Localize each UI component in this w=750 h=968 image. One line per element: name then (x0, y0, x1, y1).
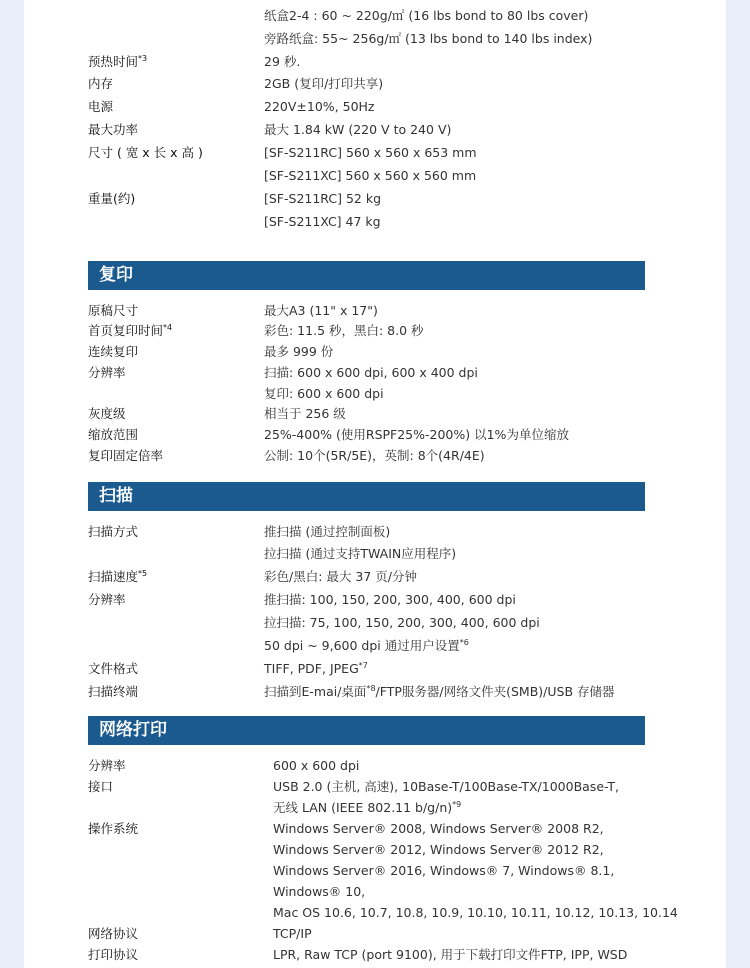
spec-value: 25%-400% (使用RSPF25%-200%) 以1%为单位缩放 (264, 427, 569, 442)
spec-value: Windows Server® 2012, Windows Server® 2012 R2, (273, 842, 604, 857)
spec-row (0, 404, 750, 424)
spec-row (0, 945, 750, 965)
spec-value: 彩色: 11.5 秒，黑白: 8.0 秒 (264, 323, 424, 338)
spec-row (0, 363, 750, 383)
spec-label: 尺寸 ( 宽 x 长 x 高 ) (88, 145, 203, 160)
spec-value: 600 x 600 dpi (273, 758, 360, 773)
spec-row (0, 613, 750, 633)
spec-value: 公制: 10个(5R/5E)，英制: 8个(4R/4E) (264, 448, 485, 463)
spec-label: 灰度级 (88, 406, 126, 421)
spec-row (0, 567, 750, 587)
spec-row (0, 840, 750, 860)
spec-label: 重量(约) (88, 191, 136, 206)
spec-row (0, 189, 750, 209)
section-header-scan (88, 482, 645, 511)
spec-label: 原稿尺寸 (88, 303, 139, 318)
spec-row (0, 903, 750, 923)
spec-label: 分辨率 (88, 758, 126, 773)
spec-value: 彩色/黑白: 最大 37 页/分钟 (264, 569, 417, 584)
spec-row (0, 120, 750, 140)
spec-value: 最大A3 (11" x 17") (264, 303, 378, 318)
spec-row (0, 544, 750, 564)
spec-row (0, 819, 750, 839)
spec-value: Mac OS 10.6, 10.7, 10.8, 10.9, 10.10, 10.11, 10.12, 10.13, 10.14 (273, 905, 678, 920)
footnote-marker: *5 (138, 568, 148, 578)
footnote-marker: *7 (358, 660, 368, 670)
spec-value: 最大 1.84 kW (220 V to 240 V) (264, 122, 452, 137)
spec-label: 分辨率 (88, 365, 126, 380)
spec-value: Windows Server® 2008, Windows Server® 2008 R2, (273, 821, 604, 836)
spec-value: Windows Server® 2016, Windows® 7, Windows® 8.1, (273, 863, 615, 878)
spec-value: 29 秒. (264, 54, 301, 69)
spec-value: TIFF, PDF, JPEG$^{*7}$ (264, 660, 368, 676)
spec-row (0, 882, 750, 902)
section-header-copy (88, 261, 645, 290)
spec-row (0, 659, 750, 679)
spec-label: 扫描速度$^{*5}$ (88, 568, 148, 584)
footnote-marker: *4 (163, 322, 173, 332)
spec-label: 预热时间$^{*3}$ (88, 53, 148, 69)
spec-value: TCP/IP (273, 926, 312, 941)
section-header-network-print (88, 716, 645, 745)
spec-row (0, 425, 750, 445)
spec-row (0, 756, 750, 776)
spec-value: [SF-S211XC] 47 kg (264, 214, 381, 229)
spec-value: 扫描: 600 x 600 dpi, 600 x 400 dpi (264, 365, 478, 380)
spec-value: Windows® 10, (273, 884, 366, 899)
spec-label: 首页复印时间$^{*4}$ (88, 322, 173, 338)
spec-row (0, 777, 750, 797)
spec-row (0, 342, 750, 362)
spec-value: [SF-S211XC] 560 x 560 x 560 mm (264, 168, 477, 183)
spec-value: USB 2.0 (主机, 高速), 10Base-T/100Base-TX/1000Base-T, (273, 779, 619, 794)
spec-label: 内存 (88, 76, 114, 91)
section-title: 扫描 (99, 486, 133, 506)
spec-value: [SF-S211RC] 560 x 560 x 653 mm (264, 145, 477, 160)
spec-value: 纸盒2-4 : 60 ~ 220g/㎡ (16 lbs bond to 80 lbs cover) (264, 8, 589, 23)
spec-row (0, 6, 750, 26)
spec-value: LPR, Raw TCP (port 9100), 用于下载打印文件FTP, IPP, WSD (273, 947, 628, 962)
spec-value: 复印: 600 x 600 dpi (264, 386, 384, 401)
spec-value: 推扫描 (通过控制面板) (264, 524, 391, 539)
spec-row (0, 924, 750, 944)
spec-value: 最多 999 份 (264, 344, 334, 359)
footnote-marker: *3 (138, 53, 148, 63)
spec-row (0, 143, 750, 163)
spec-row (0, 74, 750, 94)
spec-row (0, 384, 750, 404)
spec-value: 拉扫描 (通过支持TWAIN应用程序) (264, 546, 457, 561)
spec-row (0, 97, 750, 117)
footnote-marker: *8 (366, 683, 376, 693)
spec-label: 电源 (88, 99, 114, 114)
section-title: 复印 (99, 265, 133, 285)
spec-row (0, 446, 750, 466)
spec-row (0, 798, 750, 818)
spec-row (0, 52, 750, 72)
spec-row (0, 590, 750, 610)
spec-value: 220V±10%, 50Hz (264, 99, 375, 114)
spec-row (0, 301, 750, 321)
spec-label: 网络协议 (88, 926, 139, 941)
spec-value: 推扫描: 100, 150, 200, 300, 400, 600 dpi (264, 592, 516, 607)
spec-row (0, 212, 750, 232)
spec-label: 连续复印 (88, 344, 139, 359)
spec-label: 操作系统 (88, 821, 139, 836)
spec-row (0, 321, 750, 341)
spec-value: 2GB (复印/打印共享) (264, 76, 384, 91)
spec-label: 缩放范围 (88, 427, 139, 442)
spec-value: 拉扫描: 75, 100, 150, 200, 300, 400, 600 dpi (264, 615, 540, 630)
spec-value: [SF-S211RC] 52 kg (264, 191, 381, 206)
spec-label: 最大功率 (88, 122, 139, 137)
spec-value: 旁路纸盒: 55~ 256g/㎡ (13 lbs bond to 140 lbs index) (264, 31, 593, 46)
spec-label: 接口 (88, 779, 114, 794)
spec-row (0, 29, 750, 49)
spec-row (0, 861, 750, 881)
spec-value: 50 dpi ~ 9,600 dpi 通过用户设置$^{*6}$ (264, 637, 469, 653)
spec-value: 相当于 256 级 (264, 406, 346, 421)
spec-label: 扫描方式 (88, 524, 139, 539)
footnote-marker: *6 (459, 637, 469, 647)
spec-label: 分辨率 (88, 592, 126, 607)
spec-label: 文件格式 (88, 661, 139, 676)
section-title: 网络打印 (99, 720, 167, 740)
spec-label: 打印协议 (88, 947, 139, 962)
spec-row (0, 166, 750, 186)
spec-row (0, 522, 750, 542)
spec-row (0, 682, 750, 702)
spec-label: 复印固定倍率 (88, 448, 164, 463)
spec-value: 扫描到E-mai/桌面$^{*8}$/FTP服务器/网络文件夹(SMB)/USB 存储器 (264, 683, 615, 699)
spec-label: 扫描终端 (88, 684, 139, 699)
footnote-marker: *9 (452, 799, 462, 809)
spec-row (0, 636, 750, 656)
spec-value: 无线 LAN (IEEE 802.11 b/g/n)$^{*9}$ (273, 799, 462, 815)
